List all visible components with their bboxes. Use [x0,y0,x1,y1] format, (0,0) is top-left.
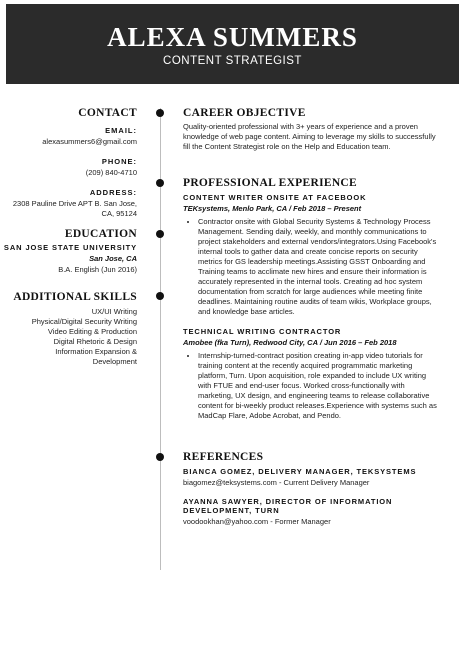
timeline-dot-skills [156,292,164,300]
job-title: CONTENT WRITER ONSITE AT FACEBOOK [183,193,367,202]
school-name: SAN JOSE STATE UNIVERSITY [3,243,137,252]
address-label: ADDRESS: [89,188,137,197]
experience-section [183,177,441,421]
reference-name: BIANCA GOMEZ, DELIVERY MANAGER, TEKSYSTEMS [183,467,417,476]
skill-item: UX/UI Writing [91,307,137,316]
timeline-line [160,108,161,570]
candidate-name: ALEXA SUMMERS [107,22,358,52]
references-title: REFERENCES [183,451,264,463]
job-bullet: • Contractor onsite with Global Security Systems & Technology Process Management. Sending daily, weekly, and monthly communications to project stakeholders and external vendors/integrators.Using Facebook's internal tools to gather data and create concise reports on security metrics for GS leadership meetings.Assisting GSST Onboarding and Training teams to acclimate new hires and ensure their information is accurately represented in the internal tools. Creating ad hoc system documentation from scratch for large audiences while meeting finite deadlines. Maintaining routine audits of team wikis, Workplace groups, and knowledge base articles. [198,217,441,317]
degree: B.A. English (Jun 2016) [58,265,137,274]
education-title: EDUCATION [64,228,137,240]
job-title: TECHNICAL WRITING CONTRACTOR [183,327,342,336]
email-value[interactable]: alexasummers6@gmail.com [42,137,137,146]
objective-text: Quality-oriented professional with 3+ years of experience and a proven knowledge of web page content. Aiming to leverage my skills to successfully fill the Content Strategist role on the Help and Education team. [183,122,436,151]
skill-item: Information Expansion & [55,347,137,356]
address-line2: CA, 95124 [101,209,137,218]
school-location: San Jose, CA [89,254,137,263]
skill-item: Video Editing & Production [47,327,137,336]
resume-header [6,4,459,84]
objective-title: CAREER OBJECTIVE [183,107,306,119]
references-section [183,451,441,527]
reference-name: AYANNA SAWYER, DIRECTOR OF INFORMATION DEVELOPMENT, TURN [183,497,393,515]
timeline-dot-education [156,230,164,238]
job-meta: Amobee (fka Turn), Redwood City, CA / Jun 2016 – Feb 2018 [183,338,397,347]
job-bullet: • Internship-turned-contract position creating in-app video tutorials for training content at the recently acquired programmatic marketing platform, Turn. Upon acquisition, role expanded to include UX writing with FTUE and end-user focus. Worked cross-functionally with marketing, UX design, and engineering teams to release collaborative content for bi-weekly product releases.Experience with systems such as MadCap Flare, Adobe Acrobat, and Pendo. [198,351,441,421]
skill-item: Development [92,357,137,366]
job-bullets [183,351,441,421]
skills-section [13,291,137,367]
objective-section [183,107,441,152]
contact-section [13,107,137,219]
reference-contact: biagomez@teksystems.com - Current Delivery Manager [183,478,370,487]
education-section [4,228,137,275]
phone-value: (209) 840-4710 [85,168,137,177]
job-bullets [183,217,441,317]
reference-contact: voodookhan@yahoo.com - Former Manager [183,517,331,526]
candidate-role: CONTENT STRATEGIST [163,55,302,67]
job-meta: TEKsystems, Menlo Park, CA / Feb 2018 – Present [183,204,362,213]
skill-item: Physical/Digital Security Writing [31,317,137,326]
address-line1: 2308 Pauline Drive APT B. San Jose, [12,199,137,208]
phone-label: PHONE: [101,157,137,166]
contact-title: CONTACT [78,107,137,119]
email-label: EMAIL: [105,126,137,135]
skill-item: Digital Rhetoric & Design [53,337,137,346]
timeline-dot-experience [156,179,164,187]
skills-title: ADDITIONAL SKILLS [13,291,137,303]
experience-title: PROFESSIONAL EXPERIENCE [183,177,358,189]
timeline-dot-contact [156,109,164,117]
timeline-dot-references [156,453,164,461]
